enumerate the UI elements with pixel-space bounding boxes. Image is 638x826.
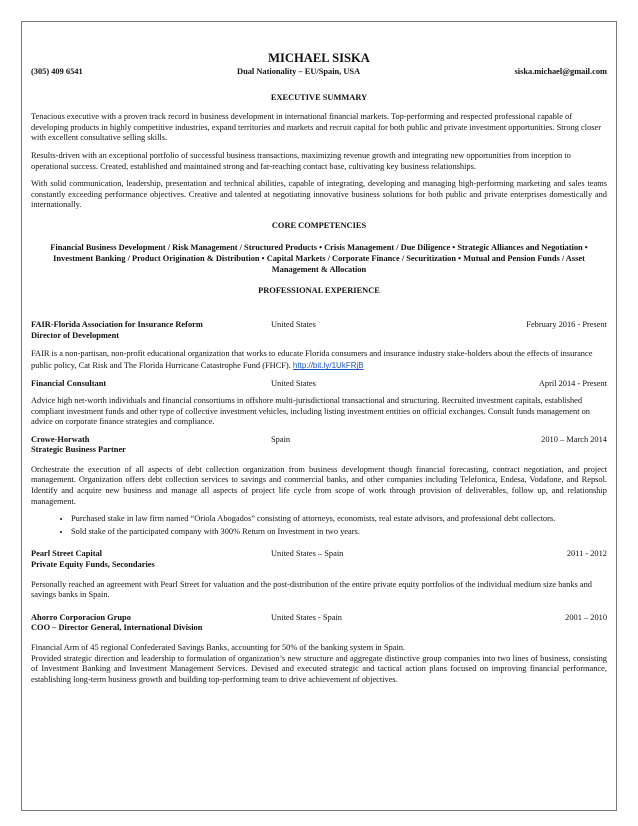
job-description: Provided strategic direction and leadership to formulation of organization’s new structure and aggregate distinctive group companies into two lines of business, consisting of Investment Banking and Investment Management Services. Devised and executed strategic and tactical action plans focused on improving financial performance, establishing long-term business growth and building top-performing team to drive achievement of objectives. [31, 653, 607, 684]
job-title: Private Equity Funds, Secondaries [31, 560, 155, 570]
job-description-text: FAIR is a non-partisan, non-profit educational organization that works to educate Florida consumers and insurance industry stake-holders about the effects of insurance public policy, Cat Risk and The Florida Hurricane Catastrophe Fund (FHCF). [31, 349, 593, 371]
job-dates: 2001 – 2010 [565, 612, 607, 622]
job-organization: Pearl Street Capital [31, 549, 103, 559]
job-header [31, 435, 607, 446]
competencies-heading: CORE COMPETENCIES [271, 220, 367, 230]
job-header [31, 549, 607, 560]
summary-paragraph: With solid communication, leadership, presentation and technical abilities, capable of integrating, developing and managing high-performing marketing and sales teams constantly exceeding performance objectives. Creative and talented at negotiating innovative business solutions for both public and private enterprises domestically and internationally. [31, 179, 607, 210]
job-dates: 2010 – March 2014 [541, 434, 607, 444]
job-location: United States - Spain [271, 612, 342, 622]
job-achievements-list [31, 514, 607, 537]
job-title: COO – Director General, International Division [31, 623, 203, 633]
job-organization: Crowe-Horwath [31, 434, 90, 444]
list-item: • Sold stake of the participated company with 300% Return on Investment in two years. [71, 527, 607, 538]
job-header [31, 320, 607, 331]
summary-paragraph: Results-driven with an exceptional portfolio of successful business transactions, maximizing revenue growth and integrating new opportunities from inception to operational success. Created, established and maintained strong and far-reaching contact base, cultivating key business relationships. [31, 150, 571, 171]
job-description: Advice high net-worth individuals and financial consortiums in offshore multi-jurisdictional transactional and structuring. Recruited investment capitals, established compliant investment funds and other type of collective investment vehicles, including listing investment entities on official exchanges. Consult funds management on advice on corporate finance strategies and compliance. [31, 395, 590, 427]
job-location: United States [271, 320, 316, 330]
job-dates: 2011 - 2012 [566, 549, 607, 559]
job-description: Financial Arm of 45 regional Confederated Savings Banks, accounting for 50% of the banking system in Spain. [31, 643, 406, 652]
job-description [31, 348, 607, 372]
job-header [31, 379, 607, 390]
job-title: Director of Development [31, 330, 120, 340]
summary-heading: EXECUTIVE SUMMARY [270, 92, 368, 102]
candidate-name: MICHAEL SISKA [268, 51, 370, 65]
job-organization: FAIR-Florida Association for Insurance Reform [31, 320, 203, 330]
job-organization: Ahorro Corporacion Grupo [31, 612, 131, 622]
email-address: siska.michael@gmail.com [514, 67, 607, 76]
nationality: Dual Nationality – EU/Spain, USA [237, 67, 361, 76]
job-location: United States [271, 379, 316, 389]
phone-number: (305) 409 6541 [31, 67, 83, 76]
fhcf-link[interactable]: http://bit.ly/1UkFRjB [292, 361, 364, 371]
job-location: Spain [271, 434, 291, 444]
resume-content [31, 51, 607, 692]
job-organization: Financial Consultant [31, 379, 107, 389]
job-dates: April 2014 - Present [538, 379, 607, 389]
list-item: • Purchased stake in law firm named “Oriola Abogados” consisting of attorneys, economists, real estate advisors, and professional debt collectors. [71, 514, 607, 525]
contact-line [31, 67, 607, 78]
job-description: Orchestrate the execution of all aspects of debt collection organization from business development though financial forecasting, contract negotiation, and project management. Organization offers debt collection services to savings and commercial banks, and other companies including Telefonica, Endesa, Vodafone, and Repsol. Identify and acquire new business and manage all aspects of project life cycle from scope of work through provision of deliverables, follow up, and relationship management. [31, 464, 607, 506]
job-dates: February 2016 - Present [526, 320, 607, 330]
experience-heading: PROFESSIONAL EXPERIENCE [258, 285, 380, 295]
job-header [31, 613, 607, 624]
job-description: Personally reached an agreement with Pearl Street for valuation and the post-distribution of the entire private equity portfolios of the individual medium size banks and savings banks in Spain. [31, 579, 592, 600]
summary-paragraph: Tenacious executive with a proven track record in business development in international financial markets. Top-performing and respected professional capable of developing products in highly competitive industries, expand territories and markets and recruit capital for both public and private investment opportunities. Strong closer with excellent consultative selling skills. [31, 112, 602, 143]
job-title: Strategic Business Partner [31, 445, 126, 455]
competencies-list: Financial Business Development / Risk Management / Structured Products • Crisis Management / Due Diligence • Strategic Alliances and Negotiation • Investment Banking / Product Origination & Distribution • Capital Markets / Corporate Finance / Securitization • Mutual and Pension Funds / Asset Management & Allocation [50, 242, 588, 274]
job-location: United States – Spain [271, 549, 344, 559]
